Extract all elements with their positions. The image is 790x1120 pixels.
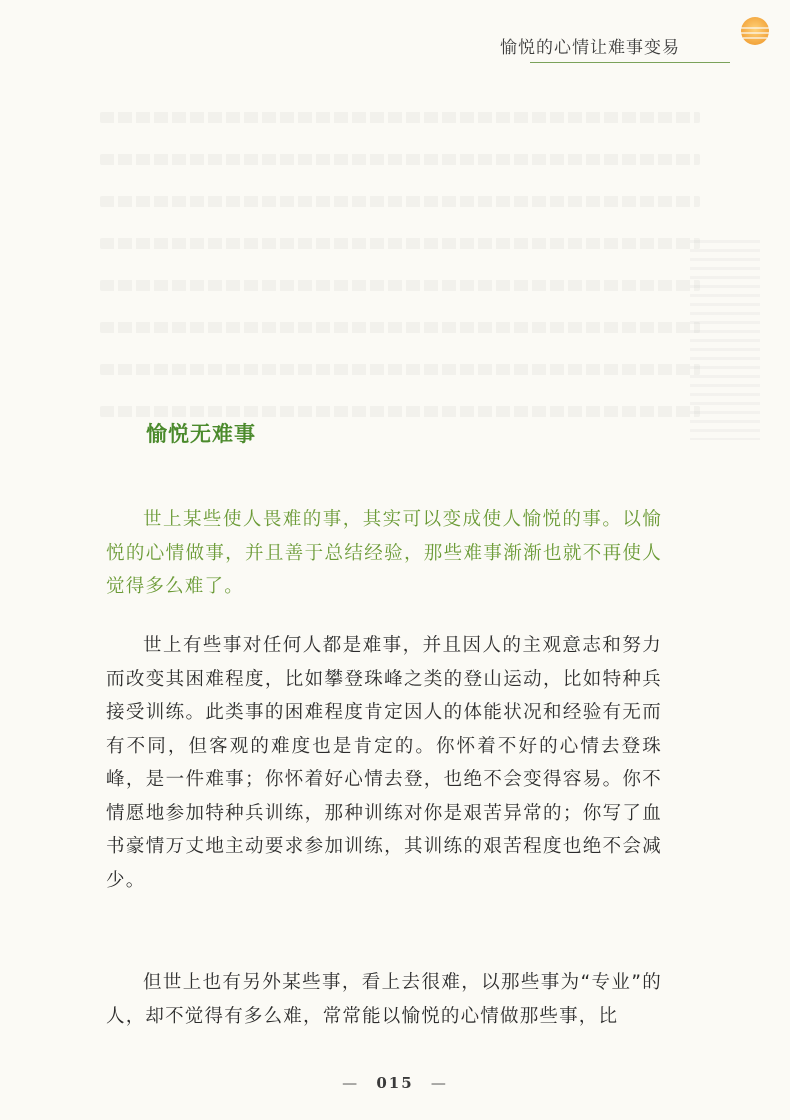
ghost-line <box>100 154 700 165</box>
ghost-line <box>100 112 700 123</box>
footer-dash-right: — <box>430 1074 448 1092</box>
page-footer <box>0 1074 790 1092</box>
ghost-line <box>100 322 700 333</box>
sun-ornament-icon <box>738 14 772 48</box>
body-paragraph: 世上有些事对任何人都是难事，并且因人的主观意志和努力而改变其困难程度，比如攀登珠峰之类的登山运动，比如特种兵接受训练。此类事的困难程度肯定因人的体能状况和经验有无而有不同，但客观的难度也是肯定的。你怀着不好的心情去登珠峰，是一件难事；你怀着好心情去登，也绝不会变得容易。你不情愿地参加特种兵训练，那种训练对你是艰苦异常的；你写了血书豪情万丈地主动要求参加训练，其训练的艰苦程度也绝不会减少。 <box>106 635 662 891</box>
bleed-through-margin <box>690 240 760 440</box>
ghost-line <box>100 364 700 375</box>
ghost-line <box>100 406 700 417</box>
intro-paragraph: 世上某些使人畏难的事，其实可以变成使人愉悦的事。以愉悦的心情做事，并且善于总结经验，那些难事渐渐也就不再使人觉得多么难了。 <box>106 509 662 597</box>
ghost-line <box>100 238 700 249</box>
section-title: 愉悦无难事 <box>146 422 256 446</box>
footer-dash-left: — <box>342 1074 360 1092</box>
body-paragraph: 但世上也有另外某些事，看上去很难，以那些事为“专业”的人，却不觉得有多么难，常常能以愉悦的心情做那些事，比 <box>106 972 662 1027</box>
ghost-line <box>100 280 700 291</box>
running-header: 愉悦的心情让难事变易 <box>500 38 680 58</box>
page-number: 015 <box>376 1074 414 1092</box>
ghost-line <box>100 196 700 207</box>
header-rule <box>530 62 730 63</box>
